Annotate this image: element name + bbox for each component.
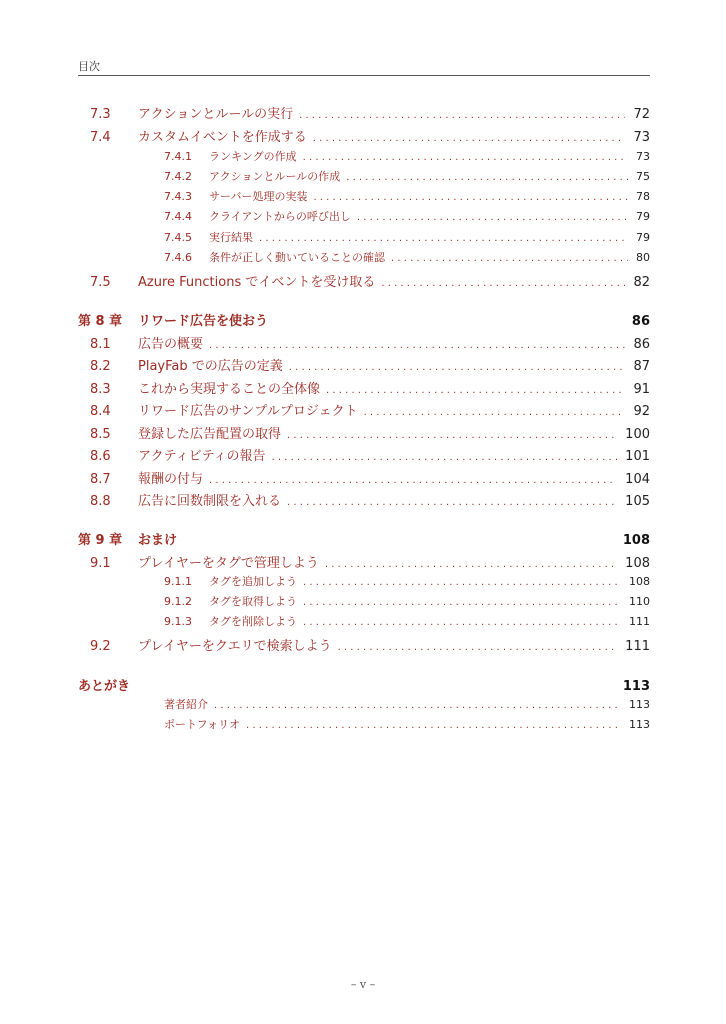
entry-title: 著者紹介 [164, 698, 208, 711]
page-number: 113 [622, 679, 650, 694]
subsection-title: タグを取得しよう [209, 595, 297, 608]
toc-entry-8-5[interactable] [78, 423, 650, 442]
page-number: 86 [633, 337, 650, 352]
toc-entry-8-1[interactable] [78, 333, 650, 352]
subsection-number: 9.1.1 [164, 575, 192, 588]
section-title: 広告の概要 [138, 337, 204, 352]
page-number: 82 [633, 275, 650, 290]
section-number: 7.5 [90, 275, 111, 290]
page-label: – v – [350, 978, 376, 991]
dot-leader [287, 497, 617, 508]
toc-entry-7-4-1[interactable] [78, 148, 650, 164]
page-number: 108 [622, 533, 650, 548]
page-number: 101 [625, 449, 650, 464]
page-footer [0, 978, 726, 991]
toc-entry-8-8[interactable] [78, 490, 650, 509]
dot-leader [209, 475, 617, 486]
toc-entry-9-1-3[interactable] [78, 613, 650, 629]
page-number: 111 [625, 639, 650, 654]
subsection-number: 7.4.1 [164, 150, 192, 163]
section-title: 広告に回数制限を入れる [138, 494, 282, 509]
page-number: 108 [629, 575, 650, 588]
table-of-contents [78, 0, 650, 1024]
page-number: 100 [625, 427, 650, 442]
page-number: 105 [625, 494, 650, 509]
page-number: 79 [636, 210, 650, 223]
toc-entry-7-4[interactable] [78, 126, 650, 145]
subsection-title: タグを削除しよう [209, 615, 297, 628]
dot-leader [303, 577, 621, 588]
page-number: 104 [625, 472, 650, 487]
section-title: Azure Functions でイベントを受け取る [138, 275, 376, 290]
toc-entry-7-4-3[interactable] [78, 188, 650, 204]
section-number: 8.6 [90, 449, 111, 464]
entry-title: ポートフォリオ [164, 718, 241, 731]
dot-leader [325, 559, 617, 570]
section-title: プレイヤーをタグで管理しよう [138, 556, 319, 571]
section-title: アクティビティの報告 [138, 449, 266, 464]
page-number: 91 [633, 382, 650, 397]
dot-leader [303, 597, 621, 608]
toc-entry-9-1-1[interactable] [78, 573, 650, 589]
dot-leader [381, 278, 625, 289]
section-title: カスタムイベントを作成する [138, 130, 307, 145]
section-number: 7.4 [90, 130, 111, 145]
subsection-title: クライアントからの呼び出し [209, 210, 351, 223]
page-number: 78 [636, 190, 650, 203]
toc-entry-8-2[interactable] [78, 355, 650, 374]
dot-leader [209, 340, 625, 351]
dot-leader [303, 617, 621, 628]
dot-leader [313, 133, 626, 144]
page-number: 73 [633, 130, 650, 145]
section-number: 8.4 [90, 404, 111, 419]
subsection-title: ランキングの作成 [209, 150, 297, 163]
page-number: 108 [625, 556, 650, 571]
subsection-number: 7.4.6 [164, 251, 192, 264]
subsection-title: タグを追加しよう [209, 575, 297, 588]
section-number: 9.1 [90, 556, 111, 571]
dot-leader [289, 362, 626, 373]
subsection-number: 9.1.3 [164, 615, 192, 628]
page-number: 73 [636, 150, 650, 163]
dot-leader [246, 720, 621, 731]
toc-entry-7-5[interactable] [78, 271, 650, 290]
section-title: PlayFab での広告の定義 [138, 359, 283, 374]
page-number: 79 [636, 231, 650, 244]
toc-entry-7-4-5[interactable] [78, 229, 650, 245]
subsection-title: アクションとルールの作成 [209, 170, 341, 183]
toc-afterword[interactable] [78, 675, 650, 694]
toc-chapter-9[interactable] [78, 529, 650, 548]
section-title: プレイヤーをクエリで検索しよう [138, 639, 332, 654]
section-title: これから実現することの全体像 [138, 382, 321, 397]
afterword-title: あとがき [78, 679, 131, 694]
dot-leader [338, 642, 618, 653]
section-number: 8.7 [90, 472, 111, 487]
page-number: 86 [631, 314, 650, 329]
page-number: 92 [633, 404, 650, 419]
dot-leader [326, 385, 625, 396]
page-number: 72 [633, 107, 650, 122]
page-number: 75 [636, 170, 650, 183]
header-title: 目次 [78, 60, 100, 73]
page-number: 113 [629, 718, 650, 731]
dot-leader [357, 212, 628, 223]
section-title: リワード広告のサンプルプロジェクト [138, 404, 358, 419]
toc-entry-7-4-2[interactable] [78, 168, 650, 184]
subsection-number: 7.4.2 [164, 170, 192, 183]
toc-entry-8-3[interactable] [78, 378, 650, 397]
dot-leader [364, 407, 626, 418]
chapter-title: おまけ [138, 533, 178, 548]
dot-leader [303, 152, 628, 163]
toc-entry-7-4-4[interactable] [78, 208, 650, 224]
chapter-number: 第 9 章 [78, 533, 123, 548]
toc-entry-author[interactable] [78, 696, 650, 712]
toc-entry-8-6[interactable] [78, 445, 650, 464]
section-number: 8.2 [90, 359, 111, 374]
toc-entry-9-1[interactable] [78, 552, 650, 571]
page-number: 110 [629, 595, 650, 608]
section-number: 8.5 [90, 427, 111, 442]
dot-leader [214, 700, 621, 711]
toc-entry-9-2[interactable] [78, 635, 650, 654]
dot-leader [313, 192, 628, 203]
page-number: 80 [636, 251, 650, 264]
subsection-number: 7.4.3 [164, 190, 192, 203]
section-number: 8.3 [90, 382, 111, 397]
dot-leader [391, 253, 628, 264]
subsection-title: 実行結果 [209, 231, 253, 244]
section-number: 8.8 [90, 494, 111, 509]
dot-leader [272, 452, 618, 463]
chapter-number: 第 8 章 [78, 314, 123, 329]
page-number: 113 [629, 698, 650, 711]
toc-entry-7-4-6[interactable] [78, 249, 650, 265]
section-title: 登録した広告配置の取得 [138, 427, 282, 442]
subsection-number: 9.1.2 [164, 595, 192, 608]
toc-entry-9-1-2[interactable] [78, 593, 650, 609]
subsection-title: 条件が正しく動いていることの確認 [209, 251, 385, 264]
dot-leader [259, 233, 628, 244]
toc-entry-portfolio[interactable] [78, 716, 650, 732]
page-number: 111 [629, 615, 650, 628]
page-number: 87 [633, 359, 650, 374]
section-title: アクションとルールの実行 [138, 107, 294, 122]
toc-chapter-8[interactable] [78, 310, 650, 329]
section-number: 7.3 [90, 107, 111, 122]
dot-leader [287, 430, 617, 441]
subsection-number: 7.4.5 [164, 231, 192, 244]
section-number: 9.2 [90, 639, 111, 654]
section-title: 報酬の付与 [138, 472, 204, 487]
dot-leader [299, 110, 625, 121]
subsection-title: サーバー処理の実装 [209, 190, 308, 203]
toc-entry-8-7[interactable] [78, 468, 650, 487]
chapter-title: リワード広告を使おう [138, 314, 269, 329]
subsection-number: 7.4.4 [164, 210, 192, 223]
dot-leader [346, 172, 628, 183]
toc-entry-8-4[interactable] [78, 400, 650, 419]
section-number: 8.1 [90, 337, 111, 352]
toc-entry-7-3[interactable] [78, 103, 650, 122]
